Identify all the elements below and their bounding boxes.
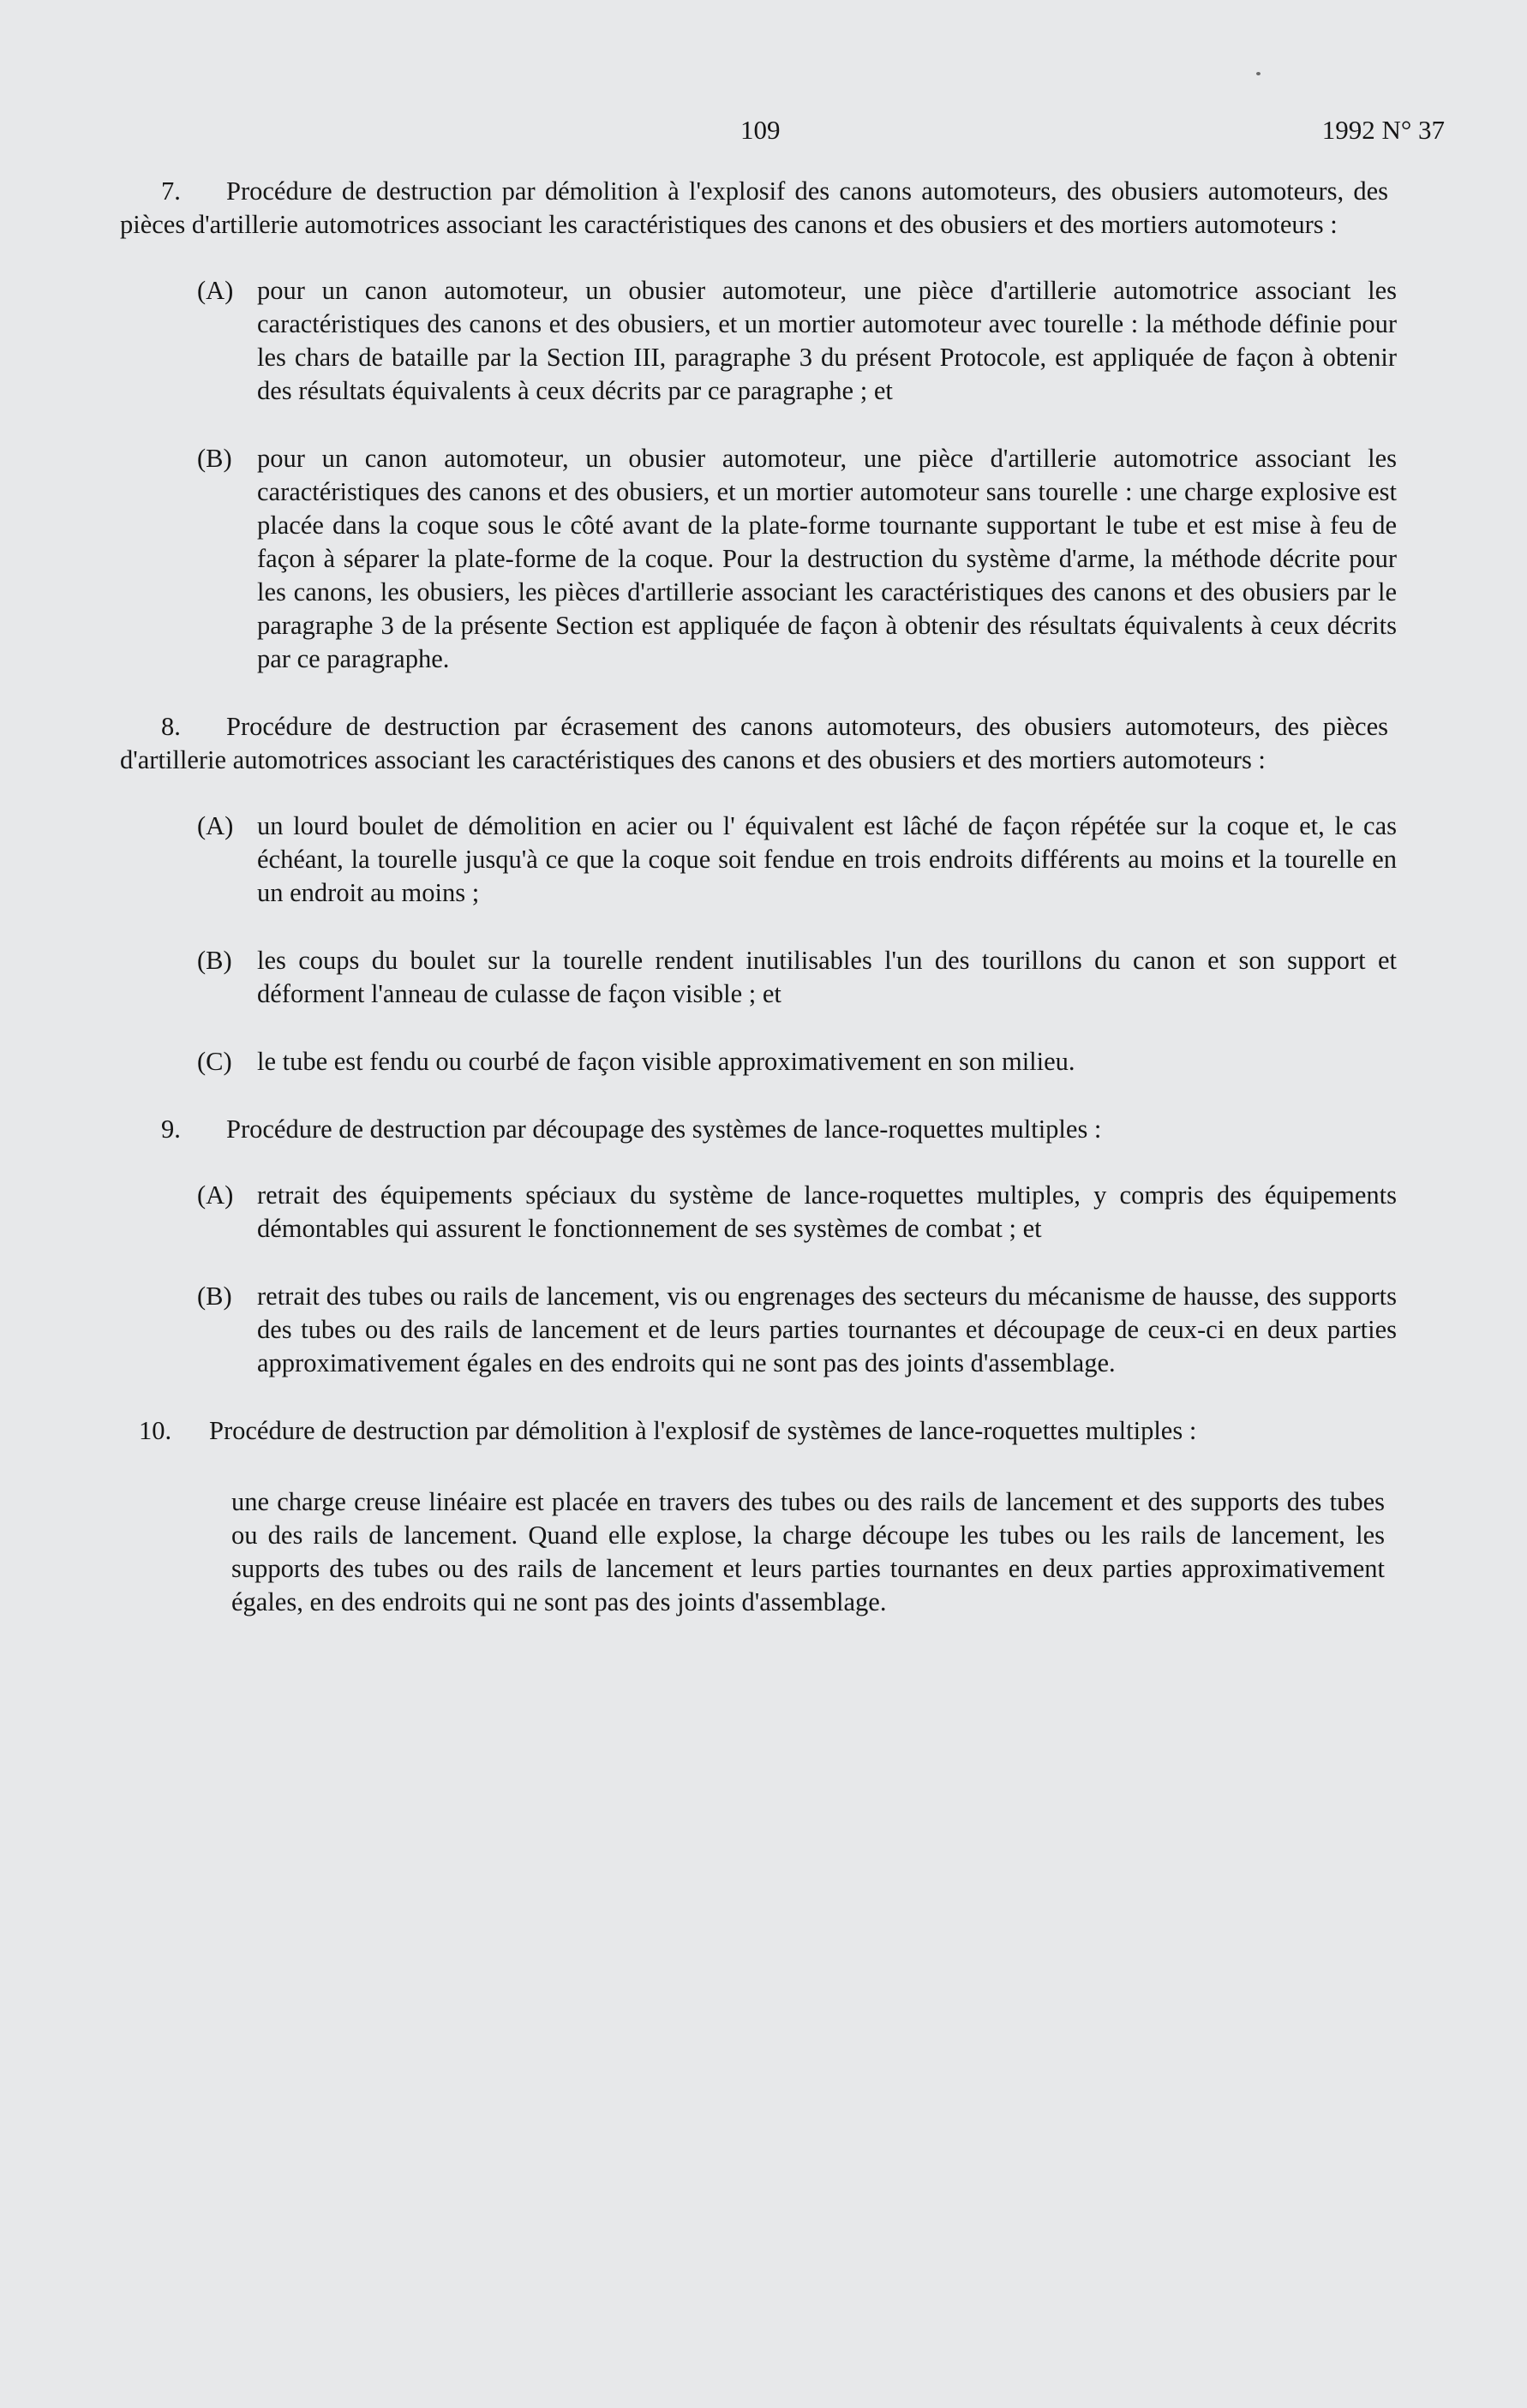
paragraph-9: [120, 1113, 1388, 1146]
page-header: [0, 115, 1527, 149]
list-item: [120, 1179, 1397, 1246]
paragraph-9-items: [120, 1179, 1397, 1380]
item-letter: (A): [197, 1180, 234, 1210]
item-letter: (B): [197, 1282, 232, 1311]
item-letter: (B): [197, 444, 232, 473]
item-text: retrait des tubes ou rails de lancement, vis ou engrenages des secteurs du mécanisme de hausse, des supports des tubes ou des rails de lancement et de leurs parties tournantes et découpage de ceux-ci en deux parties approximativement égales en des endroits qui ne sont pas des joints d'assemblage.: [257, 1282, 1397, 1377]
paragraph-8-items: [120, 810, 1397, 1079]
paragraph-text: Procédure de destruction par écrasement des canons automoteurs, des obusiers automoteurs, des pièces d'artillerie automotrices associant les caractéristiques des canons et des obusiers et des mortiers automoteurs :: [120, 712, 1388, 774]
paragraph-10-body: une charge creuse linéaire est placée en travers des tubes ou des rails de lancement et des supports des tubes ou des rails de lancement. Quand elle explose, la charge découpe les tubes ou les rails de lancement, les supports des tubes ou des rails de lancement et leurs parties tournantes en deux parties approximativement égales, en des endroits qui ne sont pas des joints d'assemblage.: [231, 1487, 1385, 1616]
list-item: [120, 1280, 1397, 1380]
scan-speck: [1256, 72, 1261, 75]
item-text: pour un canon automoteur, un obusier automoteur, une pièce d'artillerie automotrice associant les caractéristiques des canons et des obusiers, et un mortier automoteur avec tourelle : la méthode définie pour les chars de bataille par la Section III, paragraphe 3 du présent Protocole, est appliquée de façon à obtenir des résultats équivalents à ceux décrits par ce paragraphe ; et: [257, 276, 1397, 405]
list-item: [120, 1045, 1397, 1079]
paragraph-number: 7.: [161, 176, 181, 206]
document-body: [120, 175, 1397, 1619]
item-text: retrait des équipements spéciaux du système de lance-roquettes multiples, y compris des équipements démontables qui assurent le fonctionnement de ses systèmes de combat ; et: [257, 1180, 1397, 1243]
paragraph-text: Procédure de destruction par démolition à l'explosif des canons automoteurs, des obusiers automoteurs, des pièces d'artillerie automotrices associant les caractéristiques des canons et des obusiers et des mortiers automoteurs :: [120, 176, 1388, 239]
paragraph-7-items: [120, 274, 1397, 676]
paragraph-7: [120, 175, 1388, 242]
page-number: 109: [740, 115, 781, 145]
item-letter: (A): [197, 276, 234, 305]
paragraph-number: 8.: [161, 712, 181, 741]
paragraph-number: 10.: [139, 1416, 172, 1445]
item-letter: (B): [197, 946, 232, 975]
paragraph-text: Procédure de destruction par découpage des systèmes de lance-roquettes multiples :: [226, 1114, 1102, 1144]
item-text: le tube est fendu ou courbé de façon visible approximativement en son milieu.: [257, 1047, 1075, 1076]
item-text: un lourd boulet de démolition en acier ou l' équivalent est lâché de façon répétée sur la coque et, le cas échéant, la tourelle jusqu'à ce que la coque soit fendue en trois endroits différents au moins et la tourelle en un endroit au moins ;: [257, 811, 1397, 907]
list-item: [120, 810, 1397, 910]
list-item: [120, 442, 1397, 676]
paragraph-text: Procédure de destruction par démolition à l'explosif de systèmes de lance-roquettes multiples :: [209, 1416, 1197, 1445]
paragraph-8: [120, 710, 1388, 777]
item-letter: (A): [197, 811, 234, 840]
item-text: pour un canon automoteur, un obusier automoteur, une pièce d'artillerie automotrice associant les caractéristiques des canons et des obusiers, et un mortier automoteur sans tourelle : une charge explosive est placée dans la coque sous le côté avant de la plate-forme tournante supportant le tube et est mise à feu de façon à séparer la plate-forme de la coque. Pour la destruction du système d'arme, la méthode décrite pour les canons, les obusiers, les pièces d'artillerie associant les caractéristiques des canons et des obusiers par le paragraphe 3 de la présente Section est appliquée de façon à obtenir des résultats équivalents à ceux décrits par ce paragraphe.: [257, 444, 1397, 673]
list-item: [120, 274, 1397, 408]
paragraph-10: [120, 1414, 1388, 1448]
item-letter: (C): [197, 1047, 232, 1076]
item-text: les coups du boulet sur la tourelle rendent inutilisables l'un des tourillons du canon et son support et déforment l'anneau de culasse de façon visible ; et: [257, 946, 1397, 1008]
paragraph-number: 9.: [161, 1114, 181, 1144]
document-reference: 1992 N° 37: [1321, 115, 1445, 145]
list-item: [120, 944, 1397, 1011]
